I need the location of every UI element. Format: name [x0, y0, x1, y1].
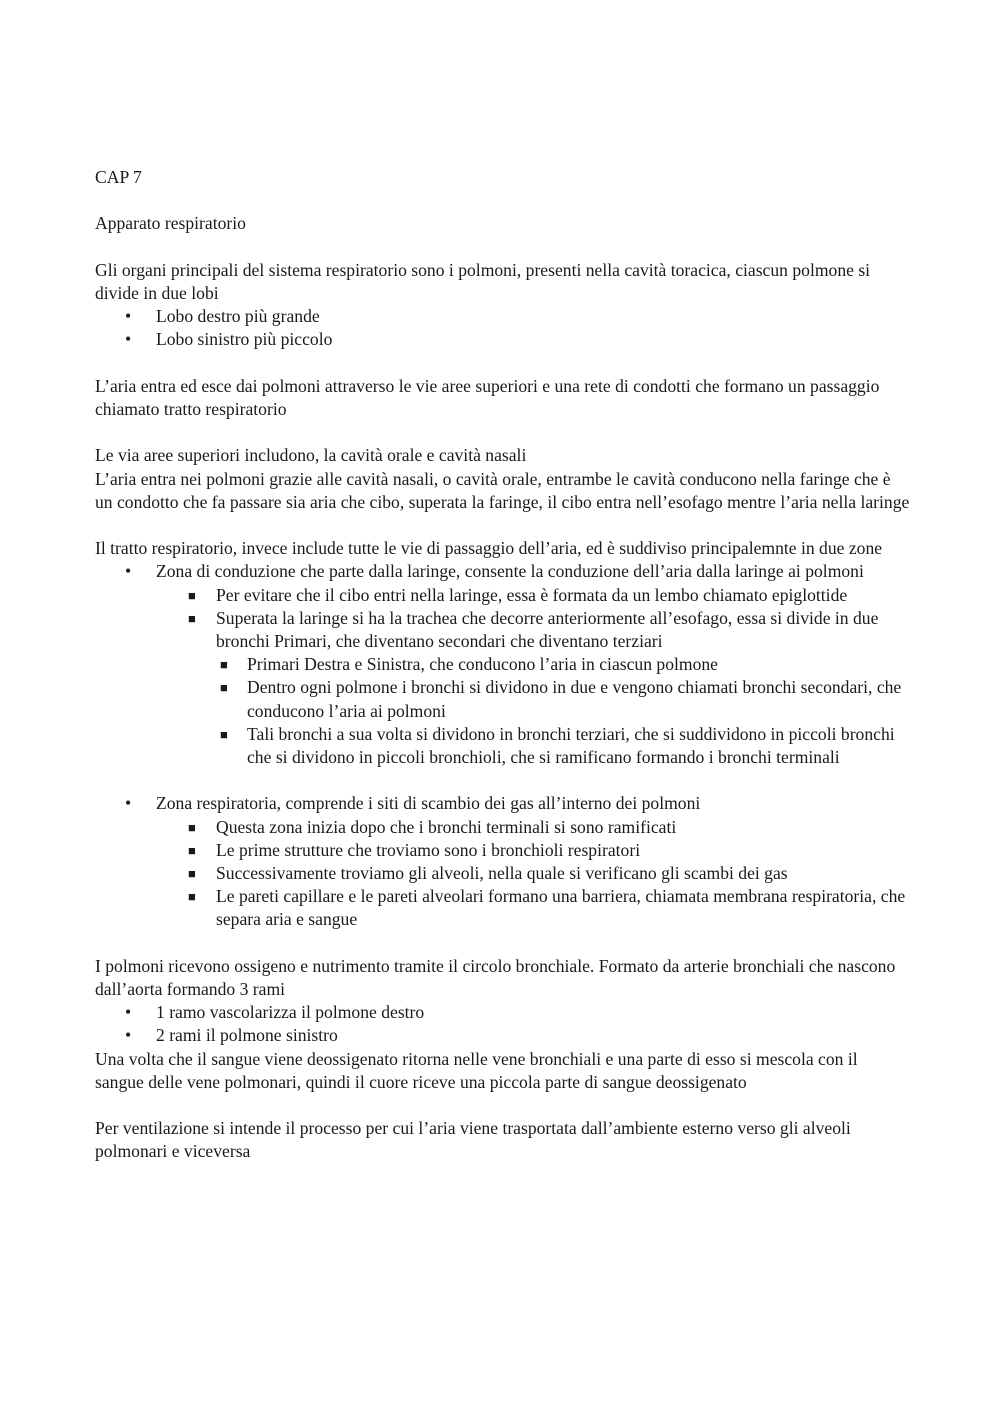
paragraph-airways: L’aria entra ed esce dai polmoni attraverso le vie aree superiori e una rete di condotti che formano un passaggio chiamato tratto respiratorio: [95, 375, 880, 419]
list-item-text: Lobo destro più grande: [156, 306, 320, 327]
list-item-text: Tali bronchi a sua volta si dividono in bronchi terziari, che si suddividono in piccoli bronchi che si dividono in piccoli bronchioli, che si ramificano formando i bronchi terminali: [247, 723, 895, 767]
paragraph-lungs: Gli organi principali del sistema respiratorio sono i polmoni, presenti nella cavità toracica, ciascun polmone si divide in due lobi: [95, 259, 871, 303]
list-item-text: Questa zona inizia dopo che i bronchi terminali si sono ramificati: [216, 816, 677, 837]
document-page: [95, 166, 910, 1164]
list-item-text: Dentro ogni polmone i bronchi si dividono in due e vengono chiamati bronchi secondari, che conducono l’aria ai polmoni: [247, 677, 902, 721]
list-item: [95, 305, 910, 328]
bullet-icon: •: [125, 1025, 132, 1046]
square-bullet-icon: ■: [220, 657, 228, 673]
spacer: [95, 236, 910, 259]
square-bullet-icon: ■: [188, 889, 196, 905]
list-item: [156, 653, 910, 676]
respiratory-sublist: [156, 816, 910, 932]
paragraph-deoxygenated-blood: Una volta che il sangue viene deossigenato ritorna nelle vene bronchiali e una parte di esso si mescola con il sangue delle vene polmonari, quindi il cuore riceve una piccola parte di sangue deossigenato: [95, 1048, 858, 1092]
list-item: [156, 723, 910, 769]
list-item-text: Lobo sinistro più piccolo: [156, 329, 333, 350]
chapter-heading: CAP 7: [95, 167, 142, 187]
paragraph-respiratory-tract: Il tratto respiratorio, invece include tutte le vie di passaggio dell’aria, ed è suddiviso principalemnte in due zone: [95, 538, 883, 559]
list-item: [156, 839, 910, 862]
list-item-text: Superata la laringe si ha la trachea che decorre anteriormente all’esofago, essa si divide in due bronchi Primari, che diventano secondari che diventano terziari: [216, 607, 879, 651]
list-item: [156, 885, 910, 931]
lobes-list: [95, 305, 910, 351]
list-item-respiratory-zone: [95, 792, 910, 931]
list-item-text: Le prime strutture che troviamo sono i bronchioli respiratori: [216, 839, 641, 860]
bullet-icon: •: [125, 329, 132, 350]
spacer: [95, 189, 910, 212]
list-item-text: Le pareti capillare e le pareti alveolari formano una barriera, chiamata membrana respiratoria, che separa aria e sangue: [216, 886, 906, 930]
list-item: [95, 328, 910, 351]
spacer: [95, 421, 910, 444]
list-item: [95, 1001, 910, 1024]
square-bullet-icon: ■: [188, 819, 196, 835]
paragraph-bronchial-circulation: I polmoni ricevono ossigeno e nutrimento tramite il circolo bronchiale. Formato da arterie bronchiali che nascono dall’aorta formando 3 rami: [95, 955, 896, 999]
square-bullet-icon: ■: [220, 680, 228, 696]
paragraph-air-path: L’aria entra nei polmoni grazie alle cavità nasali, o cavità orale, entrambe le cavità conducono nella faringe che è un condotto che fa passare sia aria che cibo, superata la faringe, il cibo entra nell’esofago mentre l’aria nella laringe: [95, 468, 910, 512]
list-item-text: Successivamente troviamo gli alveoli, nella quale si verificano gli scambi dei gas: [216, 863, 788, 883]
list-item: [156, 816, 910, 839]
section-title: Apparato respiratorio: [95, 213, 246, 234]
square-bullet-icon: ■: [188, 610, 196, 626]
bullet-icon: •: [125, 561, 132, 582]
list-item: [156, 676, 910, 722]
list-item-text: Primari Destra e Sinistra, che conducono l’aria in ciascun polmone: [247, 654, 718, 675]
bullet-icon: •: [125, 1002, 132, 1023]
conduction-sublist: [156, 584, 910, 770]
paragraph-ventilation: Per ventilazione si intende il processo per cui l’aria viene trasportata dall’ambiente esterno verso gli alveoli polmonari e viceversa: [95, 1118, 851, 1162]
square-bullet-icon: ■: [188, 587, 196, 603]
square-bullet-icon: ■: [220, 726, 228, 742]
bullet-icon: •: [125, 306, 132, 327]
spacer: [95, 352, 910, 375]
list-item: [156, 862, 910, 885]
list-item-text: Zona respiratoria, comprende i siti di scambio dei gas all’interno dei polmoni: [156, 793, 701, 814]
bullet-icon: •: [125, 793, 132, 814]
list-item-text: Zona di conduzione che parte dalla laringe, consente la conduzione dell’aria dalla laringe ai polmoni: [156, 561, 864, 582]
branches-list: [95, 1001, 910, 1047]
list-item: [156, 607, 910, 769]
bronchi-sublist: [156, 653, 910, 769]
spacer: [95, 514, 910, 537]
spacer: [95, 932, 910, 955]
list-item: [95, 1024, 910, 1047]
zones-list: [95, 560, 910, 931]
list-item-text: Per evitare che il cibo entri nella laringe, essa è formata da un lembo chiamato epiglottide: [216, 584, 848, 605]
list-item-text: 2 rami il polmone sinistro: [156, 1025, 338, 1046]
square-bullet-icon: ■: [188, 866, 196, 881]
list-item-conduction-zone: [95, 560, 910, 792]
list-item: [156, 584, 910, 607]
square-bullet-icon: ■: [188, 842, 196, 858]
spacer: [95, 1094, 910, 1117]
paragraph-upper-airways: Le via aree superiori includono, la cavità orale e cavità nasali: [95, 445, 527, 466]
spacer: [156, 769, 910, 792]
list-item-text: 1 ramo vascolarizza il polmone destro: [156, 1002, 425, 1023]
